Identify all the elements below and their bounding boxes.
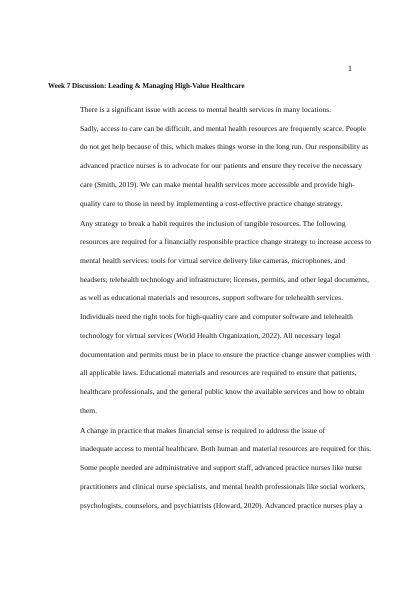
text-line: inadequate access to mental healthcare. Both human and material resources are required for this. — [80, 444, 372, 454]
text-line: headsets; telehealth technology and infrastructure; licenses, permits, and other legal documents, — [80, 274, 369, 284]
text-line: care (Smith, 2019). We can make mental health services more accessible and provide high- — [80, 179, 355, 189]
text-line: resources are required for a financially responsible practice change strategy to increase access to — [80, 237, 372, 247]
text-line: Any strategy to break a habit requires the inclusion of tangible resources. The following — [80, 218, 346, 228]
text-line: do not get help because of this, which makes things worse in the long run. Our responsibility as — [80, 142, 369, 152]
text-line: Individuals need the right tools for high-quality care and computer software and telehealth — [80, 312, 353, 322]
text-line: as well as educational materials and resources, support software for telehealth services. — [80, 293, 343, 303]
page-number: 1 — [347, 64, 352, 73]
text-line: psychologists, counselors, and psychiatrists (Howard, 2020). Advanced practice nurses play a — [80, 500, 363, 510]
text-line: documentation and permits must be in place to ensure the practice change answer complies with — [80, 349, 371, 359]
text-line: There is a significant issue with access to mental health services in many locations. — [80, 105, 332, 114]
text-line: all applicable laws. Educational materials and resources are required to ensure that patients, — [80, 368, 357, 378]
document-body — [48, 81, 372, 517]
text-line: healthcare professionals, and the general public know the available services and how to obtain — [80, 386, 365, 396]
text-line: practitioners and clinical nurse specialists, and mental health professionals like social workers, — [80, 481, 366, 491]
text-line: them. — [80, 405, 97, 415]
paragraph-3 — [48, 422, 372, 516]
text-line: Some people needed are administrative and support staff, advanced practice nurses like nurse — [80, 463, 362, 473]
text-line: advanced practice nurses is to advocate for our patients and ensure they receive the necessary — [80, 161, 363, 171]
paragraph-1 — [48, 101, 369, 213]
document-title: Week 7 Discussion: Leading & Managing High-Value Healthcare — [48, 82, 245, 90]
paragraph-2 — [48, 215, 372, 421]
text-line: A change in practice that makes financial sense is required to address the issue of — [80, 425, 326, 435]
text-line: technology for virtual services (World Health Organization, 2022). All necessary legal — [80, 330, 341, 340]
text-line: Sadly, access to care can be difficult, and mental health resources are frequently scarce. People — [80, 123, 367, 133]
text-line: quality care to those in need by implementing a cost-effective practice change strategy. — [80, 198, 343, 208]
text-line: mental health services: tools for virtual service delivery like cameras, microphones, and — [80, 256, 346, 266]
